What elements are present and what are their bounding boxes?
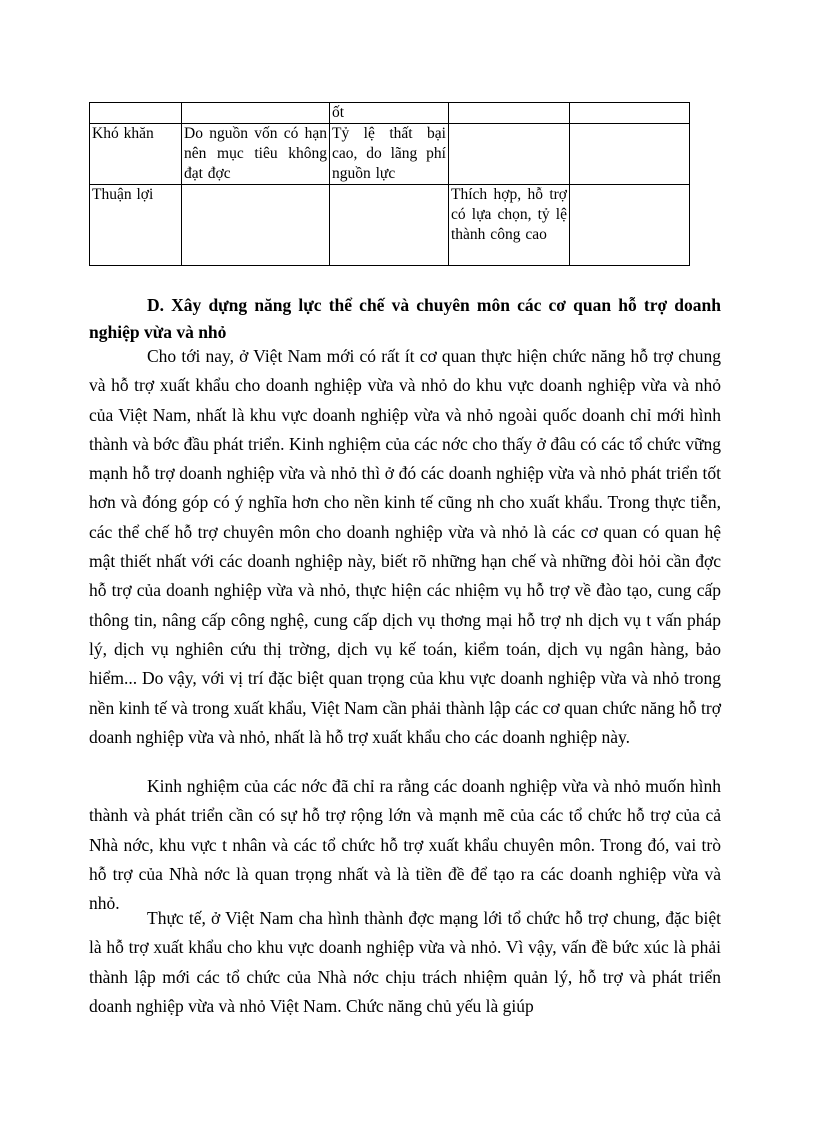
table-cell <box>570 185 690 266</box>
table-cell: Tỷ lệ thất bại cao, do lãng phí nguồn lực <box>330 124 449 185</box>
table-cell <box>330 185 449 266</box>
comparison-table <box>89 102 690 266</box>
table-cell <box>449 103 570 124</box>
table-row <box>90 185 690 266</box>
table-cell: Thích hợp, hỗ trợ có lựa chọn, tỷ lệ thành công cao <box>449 185 570 266</box>
section-heading: D. Xây dựng năng lực thể chế và chuyên môn các cơ quan hỗ trợ doanh nghiệp vừa và nhỏ <box>89 295 721 342</box>
table-cell: Do nguồn vốn có hạn nên mục tiêu không đạt đợc <box>182 124 330 185</box>
table-cell: Khó khăn <box>90 124 182 185</box>
table-cell <box>90 103 182 124</box>
body-paragraph: Cho tới nay, ở Việt Nam mới có rất ít cơ quan thực hiện chức năng hỗ trợ chung và hỗ trợ xuất khẩu cho doanh nghiệp vừa và nhỏ do khu vực doanh nghiệp vừa và nhỏ của Việt Nam, nhất là khu vực doanh nghiệp vừa và nhỏ ngoài quốc doanh chỉ mới hình thành và bớc đầu phát triển. Kinh nghiệm của các nớc cho thấy ở đâu có các tổ chức vững mạnh hỗ trợ doanh nghiệp vừa và nhỏ thì ở đó các doanh nghiệp vừa và nhỏ phát triển tốt hơn và đóng góp có ý nghĩa hơn cho nền kinh tế cũng nh cho xuất khẩu. Trong thực tiễn, các thể chế hỗ trợ chuyên môn cho doanh nghiệp vừa và nhỏ là các cơ quan có quan hệ mật thiết nhất với các doanh nghiệp này, biết rõ những hạn chế và những đòi hỏi cần đợc hỗ trợ của doanh nghiệp vừa và nhỏ, thực hiện các nhiệm vụ hỗ trợ về đào tạo, cung cấp thông tin, nâng cấp công nghệ, cung cấp dịch vụ thơng mại hỗ trợ nh dịch vụ t vấn pháp lý, dịch vụ nghiên cứu thị trờng, dịch vụ kế toán, kiểm toán, dịch vụ ngân hàng, bảo hiểm... Do vậy, với vị trí đặc biệt quan trọng của khu vực doanh nghiệp vừa và nhỏ trong nền kinh tế và trong xuất khẩu, Việt Nam cần phải thành lập các cơ quan chức năng hỗ trợ doanh nghiệp vừa và nhỏ, nhất là hỗ trợ xuất khẩu cho các doanh nghiệp này. <box>89 346 721 747</box>
table-cell <box>570 124 690 185</box>
table-cell <box>449 124 570 185</box>
table-row <box>90 124 690 185</box>
table-cell <box>570 103 690 124</box>
table-cell: Thuận lợi <box>90 185 182 266</box>
table-cell <box>182 185 330 266</box>
table-cell: ốt <box>330 103 449 124</box>
body-paragraph: Thực tế, ở Việt Nam cha hình thành đợc mạng lới tổ chức hỗ trợ chung, đặc biệt là hỗ trợ xuất khẩu cho khu vực doanh nghiệp vừa và nhỏ. Vì vậy, vấn đề bức xúc là phải thành lập mới các tổ chức của Nhà nớc chịu trách nhiệm quản lý, hỗ trợ và phát triển doanh nghiệp vừa và nhỏ Việt Nam. Chức năng chủ yếu là giúp <box>89 908 721 1016</box>
table-row <box>90 103 690 124</box>
body-paragraph: Kinh nghiệm của các nớc đã chỉ ra rằng các doanh nghiệp vừa và nhỏ muốn hình thành và phát triển cần có sự hỗ trợ rộng lớn và mạnh mẽ của các tổ chức hỗ trợ của cả Nhà nớc, khu vực t nhân và các tổ chức hỗ trợ xuất khẩu chuyên môn. Trong đó, vai trò hỗ trợ của Nhà nớc là quan trọng nhất và là tiền đề để tạo ra các doanh nghiệp vừa và nhỏ. <box>89 776 721 914</box>
table-cell <box>182 103 330 124</box>
